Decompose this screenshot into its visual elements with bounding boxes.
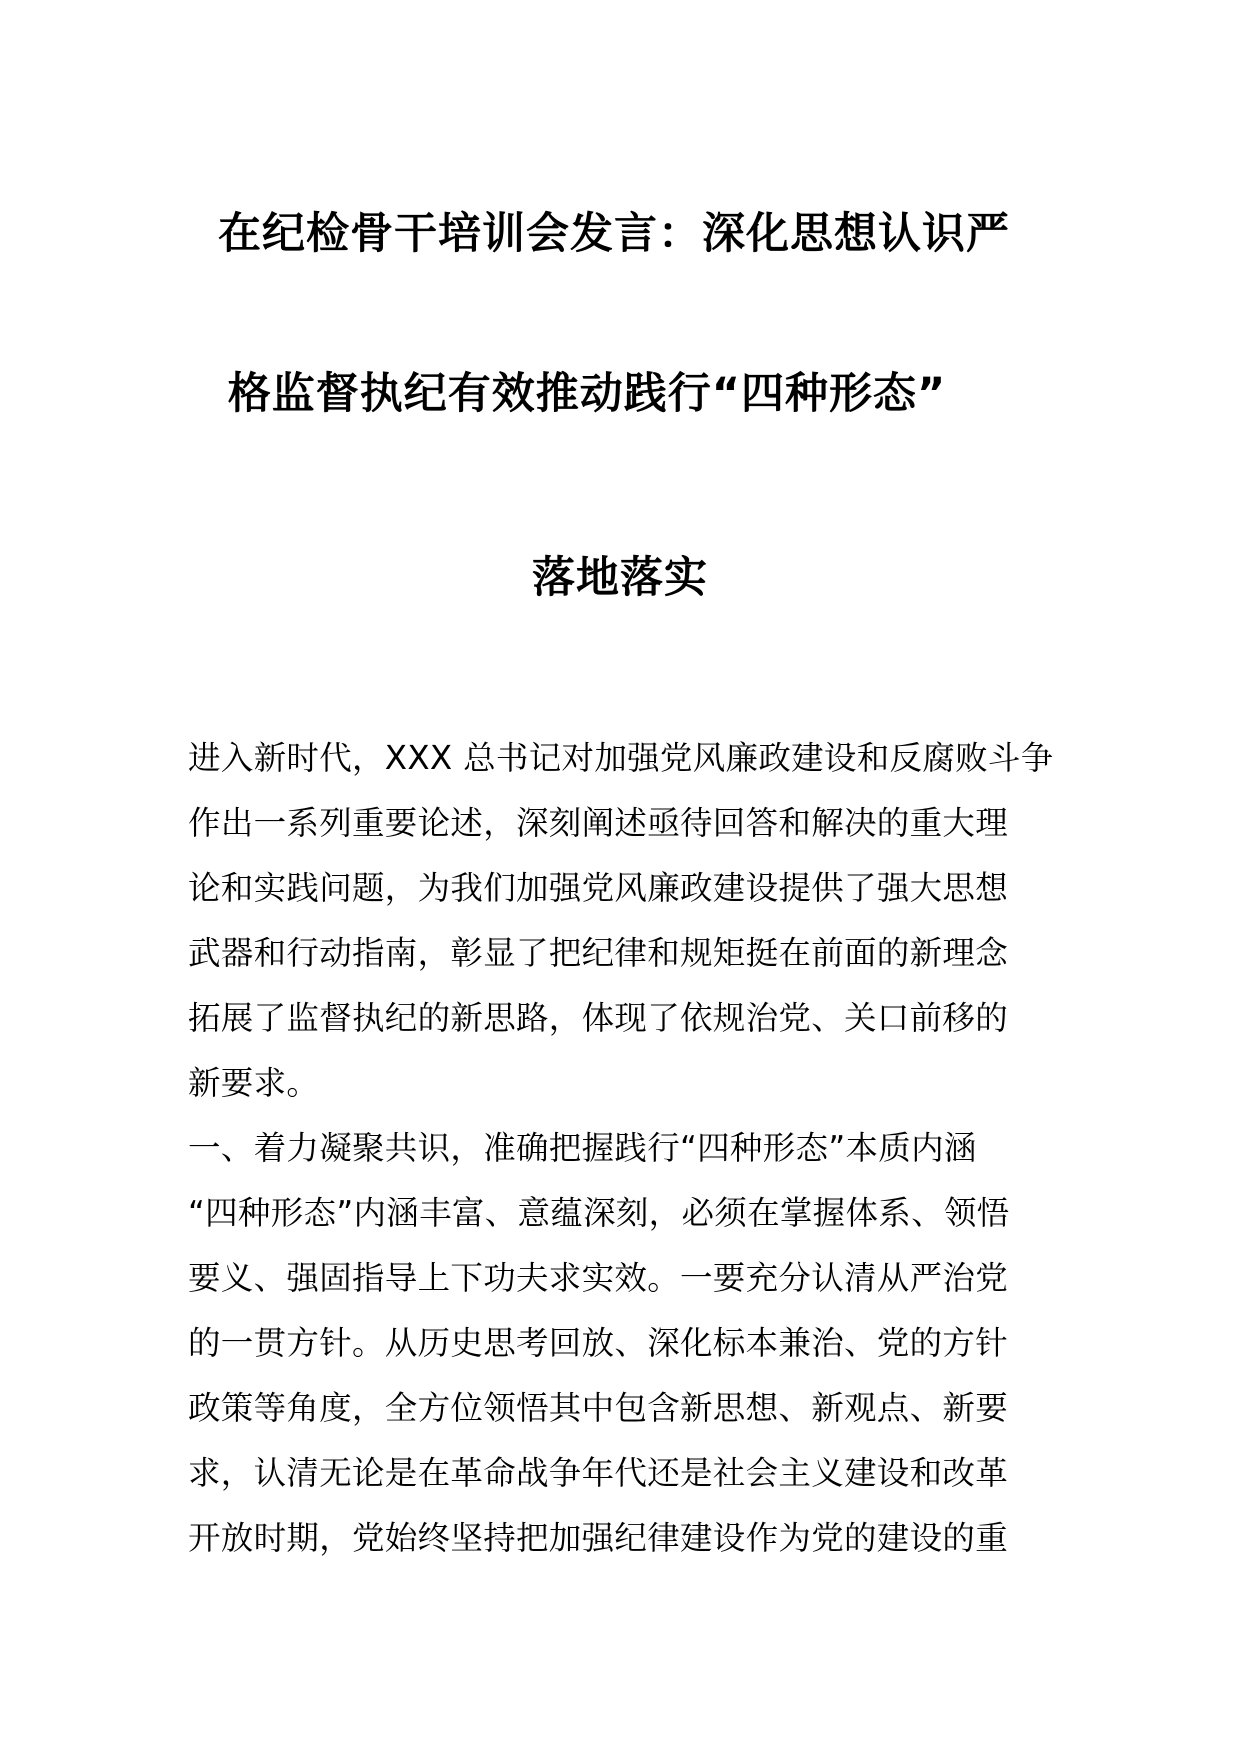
title-line-2: 格监督执纪有效推动践行“四种形态”	[227, 369, 947, 419]
body-line: 的一贯方针。从历史思考回放、深化标本兼治、党的方针	[188, 1324, 1009, 1362]
body-line: 论和实践问题，为我们加强党风廉政建设提供了强大思想	[188, 869, 1009, 907]
body-line: 拓展了监督执纪的新思路，体现了依规治党、关口前移的	[188, 999, 1009, 1037]
body-line: 新要求。	[188, 1064, 320, 1102]
body-line: 作出一系列重要论述，深刻阐述亟待回答和解决的重大理	[188, 804, 1009, 842]
section-heading: 一、着力凝聚共识，准确把握践行“四种形态”本质内涵	[188, 1129, 977, 1167]
body-line: 求，认清无论是在革命战争年代还是社会主义建设和改革	[188, 1454, 1009, 1492]
body-line: 开放时期，党始终坚持把加强纪律建设作为党的建设的重	[188, 1519, 1009, 1557]
body-line: 武器和行动指南，彰显了把纪律和规矩挺在前面的新理念	[188, 934, 1009, 972]
body-line: “四种形态”内涵丰富、意蕴深刻，必须在掌握体系、领悟	[188, 1194, 1010, 1232]
title-line-3: 落地落实	[532, 553, 708, 603]
body-line: 政策等角度，全方位领悟其中包含新思想、新观点、新要	[188, 1389, 1009, 1427]
body-line: 进入新时代，XXX 总书记对加强党风廉政建设和反腐败斗争	[188, 739, 1054, 777]
body-line: 要义、强固指导上下功夫求实效。一要充分认清从严治党	[188, 1259, 1009, 1297]
title-line-1: 在纪检骨干培训会发言：深化思想认识严	[218, 209, 1010, 259]
